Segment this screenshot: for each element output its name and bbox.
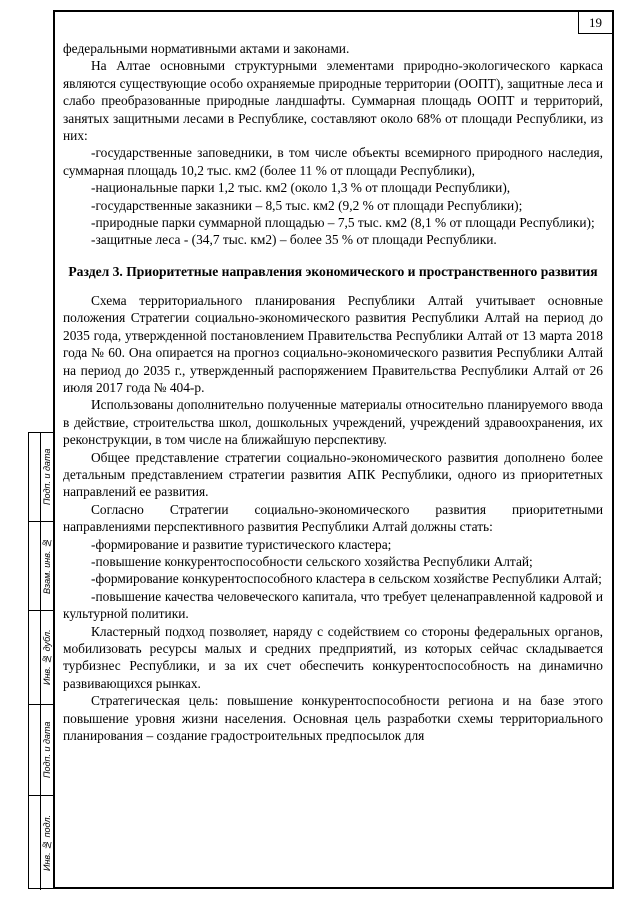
stamp-cell [29,433,53,522]
paragraph: -формирование и развитие туристического кластера; [91,536,392,552]
paragraph: -национальные парки 1,2 тыс. км2 (около 1,3 % от площади Республики), [91,180,511,196]
document-body [63,40,603,744]
stamp-label: Инв. № дубл. [42,629,52,686]
stamp-label: Подп. и дата [42,721,52,779]
stamp-cell [29,522,53,611]
paragraph: -повышение конкурентоспособности сельского хозяйства Республики Алтай; [91,553,533,569]
paragraph: Использованы дополнительно полученные материалы относительно планируемого ввода в действие, строительства школ, дошкольных учреждений, учреждений здравоохранения, их реконструкции, в том числе на ближайшую перспективу. [63,397,603,448]
paragraphs-after [63,292,603,745]
stamp-cell-value [29,705,41,795]
stamp-label: Подп. и дата [42,448,52,506]
paragraph: -государственные заказники – 8,5 тыс. км2 (9,2 % от площади Республики); [91,197,523,213]
paragraph: Кластерный подход позволяет, наряду с содействием со стороны федеральных органов, мобилизовать ресурсы малых и средних предприятий, из которых сейчас складывается турбизнес Республики, и за их счет обеспечить конкурентоспособность на динамично развивающихся рынках. [63,623,603,691]
paragraph: -формирование конкурентоспособного кластера в сельском хозяйстве Республики Алтай; [91,571,602,587]
stamp-sidebar [28,432,53,889]
stamp-cell [29,796,53,890]
stamp-cell-value [29,433,41,521]
paragraph: На Алтае основными структурными элементами природно-экологического каркаса являются существующие особо охраняемые природные территории (ООПТ), защитные леса и слабо преобразованные природные ландшафты. Суммарная площадь ООПТ и территорий, занятых защитными лесами в Республике, составляют около 68% от площади Республики, из них: [63,58,603,144]
paragraph: -природные парки суммарной площадью – 7,5 тыс. км2 (8,1 % от площади Республики); [91,215,595,231]
paragraph: Согласно Стратегии социально-экономического развития приоритетными направлениями перспективного развития Республики Алтай должны стать: [63,501,603,535]
page-number: 19 [578,12,612,34]
stamp-cell-value [29,522,41,610]
paragraphs-before [63,40,603,249]
paragraph: -государственные заповедники, в том числе объекты всемирного природного наследия, суммарная площадь 10,2 тыс. км2 (более 11 % от площади Республики), [63,145,603,178]
stamp-cell [29,611,53,705]
paragraph: -повышение качества человеческого капитала, что требует целенаправленной кадровой и культурной политики. [63,588,603,622]
stamp-label: Инв. № подл. [42,814,52,872]
paragraph: федеральными нормативными актами и законами. [63,41,350,56]
stamp-label: Взам. инв. № [42,538,52,594]
stamp-cell [29,705,53,796]
paragraph: Общее представление стратегии социально-экономического развития дополнено более детальным представлением стратегии развития АПК Республики, одного из приоритетных направлений ее развития. [63,449,603,500]
stamp-cell-value [29,796,41,890]
paragraph: Стратегическая цель: повышение конкурентоспособности региона и на базе этого повышение уровня жизни населения. Основная цель разработки схемы территориального планирования – создание градостроительных предпосылок для [63,693,603,744]
paragraph: Схема территориального планирования Республики Алтай учитывает основные положения Стратегии социально-экономического развития Республики Алтай на период до 2035 года, утвержденной постановлением Правительства Республики Алтай от 13 марта 2018 года № 60. Она опирается на прогноз социально-экономического развития Республики Алтай на период до 2035 г., утвержденный распоряжением Правительства Республики Алтай от 26 июля 2017 года № 404-р. [63,292,603,395]
section-heading: Раздел 3. Приоритетные направления экономического и пространственного развития [68,263,598,279]
stamp-cell-value [29,611,41,704]
paragraph: -защитные леса - (34,7 тыс. км2) – более 35 % от площади Республики. [91,232,497,248]
